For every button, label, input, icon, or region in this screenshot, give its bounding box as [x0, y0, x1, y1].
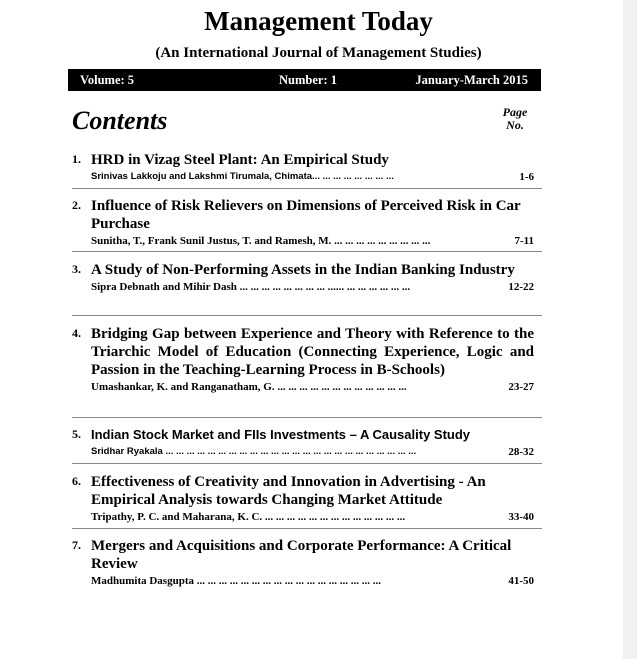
toc-entry-4[interactable]	[72, 325, 534, 394]
entry-number: 5.	[72, 427, 81, 441]
entry-number: 2.	[72, 198, 81, 212]
toc-entry-3[interactable]	[72, 261, 534, 294]
journal-title: Management Today	[204, 6, 433, 36]
toc-entry-5[interactable]	[72, 426, 534, 459]
contents-heading: Contents	[72, 106, 168, 135]
number-label: Number: 1	[279, 73, 337, 87]
toc-entry-2[interactable]	[72, 197, 534, 248]
entry-pages: 41-50	[508, 575, 534, 587]
entry-title[interactable]: Bridging Gap between Experience and Theory with Reference to the Triarchic Model of Education (Connecting Experience, Logic and Passion in the Teaching-Learning Process in B-Schools)	[91, 326, 534, 378]
entry-pages: 28-32	[508, 446, 534, 458]
entry-pages: 1-6	[519, 171, 534, 183]
page-edge	[623, 0, 637, 659]
entry-number: 1.	[72, 152, 81, 166]
toc-entry-6[interactable]	[72, 473, 534, 524]
entry-pages: 23-27	[508, 381, 534, 393]
entry-pages: 12-22	[508, 281, 534, 293]
entry-divider	[72, 315, 542, 316]
journal-subtitle: (An International Journal of Management Studies)	[155, 45, 482, 61]
entry-pages: 33-40	[508, 511, 534, 523]
entry-number: 6.	[72, 474, 81, 488]
toc-entry-1[interactable]	[72, 151, 534, 184]
entry-title[interactable]: Effectiveness of Creativity and Innovation in Advertising - An Empirical Analysis towards Changing Market Attitude	[91, 474, 486, 508]
entry-authors: Sipra Debnath and Mihir Dash ... ... ... ... ... ... ... ... ...... ... ... ... ... ... ...	[91, 281, 411, 293]
entry-title[interactable]: Indian Stock Market and FIIs Investments – A Causality Study	[91, 427, 471, 442]
entry-divider	[72, 463, 542, 464]
issue-info-bar	[68, 69, 541, 91]
entry-authors: Srinivas Lakkoju and Lakshmi Tirumala, Chimata... ... ... ... ... ... ... ...	[91, 171, 394, 182]
entry-authors: Madhumita Dasgupta ... ... ... ... ... ... ... ... ... ... ... ... ... ... ... ... ...	[91, 575, 381, 587]
entry-divider	[72, 188, 542, 189]
entry-title[interactable]: Influence of Risk Relievers on Dimensions of Perceived Risk in Car Purchase	[91, 198, 521, 232]
entry-title[interactable]: A Study of Non-Performing Assets in the Indian Banking Industry	[91, 262, 515, 278]
issue-date: January-March 2015	[415, 73, 528, 87]
entry-divider	[72, 417, 542, 418]
page-no-label-no: No.	[506, 118, 524, 132]
entry-title[interactable]: HRD in Vizag Steel Plant: An Empirical Study	[91, 152, 389, 168]
entry-divider	[72, 251, 542, 252]
entry-authors: Umashankar, K. and Ranganatham, G. ... ... ... ... ... ... ... ... ... ... ... ...	[91, 381, 407, 393]
page-no-heading	[497, 106, 533, 132]
toc-entry-7[interactable]	[72, 537, 534, 588]
entry-number: 4.	[72, 326, 81, 340]
entry-authors: Tripathy, P. C. and Maharana, K. C. ... ... ... ... ... ... ... ... ... ... ... ... ...	[91, 511, 406, 523]
volume-label: Volume: 5	[80, 73, 135, 87]
entry-number: 3.	[72, 262, 81, 276]
entry-number: 7.	[72, 538, 81, 552]
entry-divider	[72, 528, 542, 529]
page-no-label-page: Page	[502, 105, 528, 119]
entry-pages: 7-11	[514, 235, 534, 247]
entry-authors: Sunitha, T., Frank Sunil Justus, T. and Ramesh, M. ... ... ... ... ... ... ... ... ...	[91, 235, 431, 247]
entry-authors: Sridhar Ryakala ... ... ... ... ... ... ... ... ... ... ... ... ... ... ... ... ... ... ... ... ... ... ... ...	[91, 446, 417, 457]
entry-title[interactable]: Mergers and Acquisitions and Corporate Performance: A Critical Review	[91, 538, 512, 572]
